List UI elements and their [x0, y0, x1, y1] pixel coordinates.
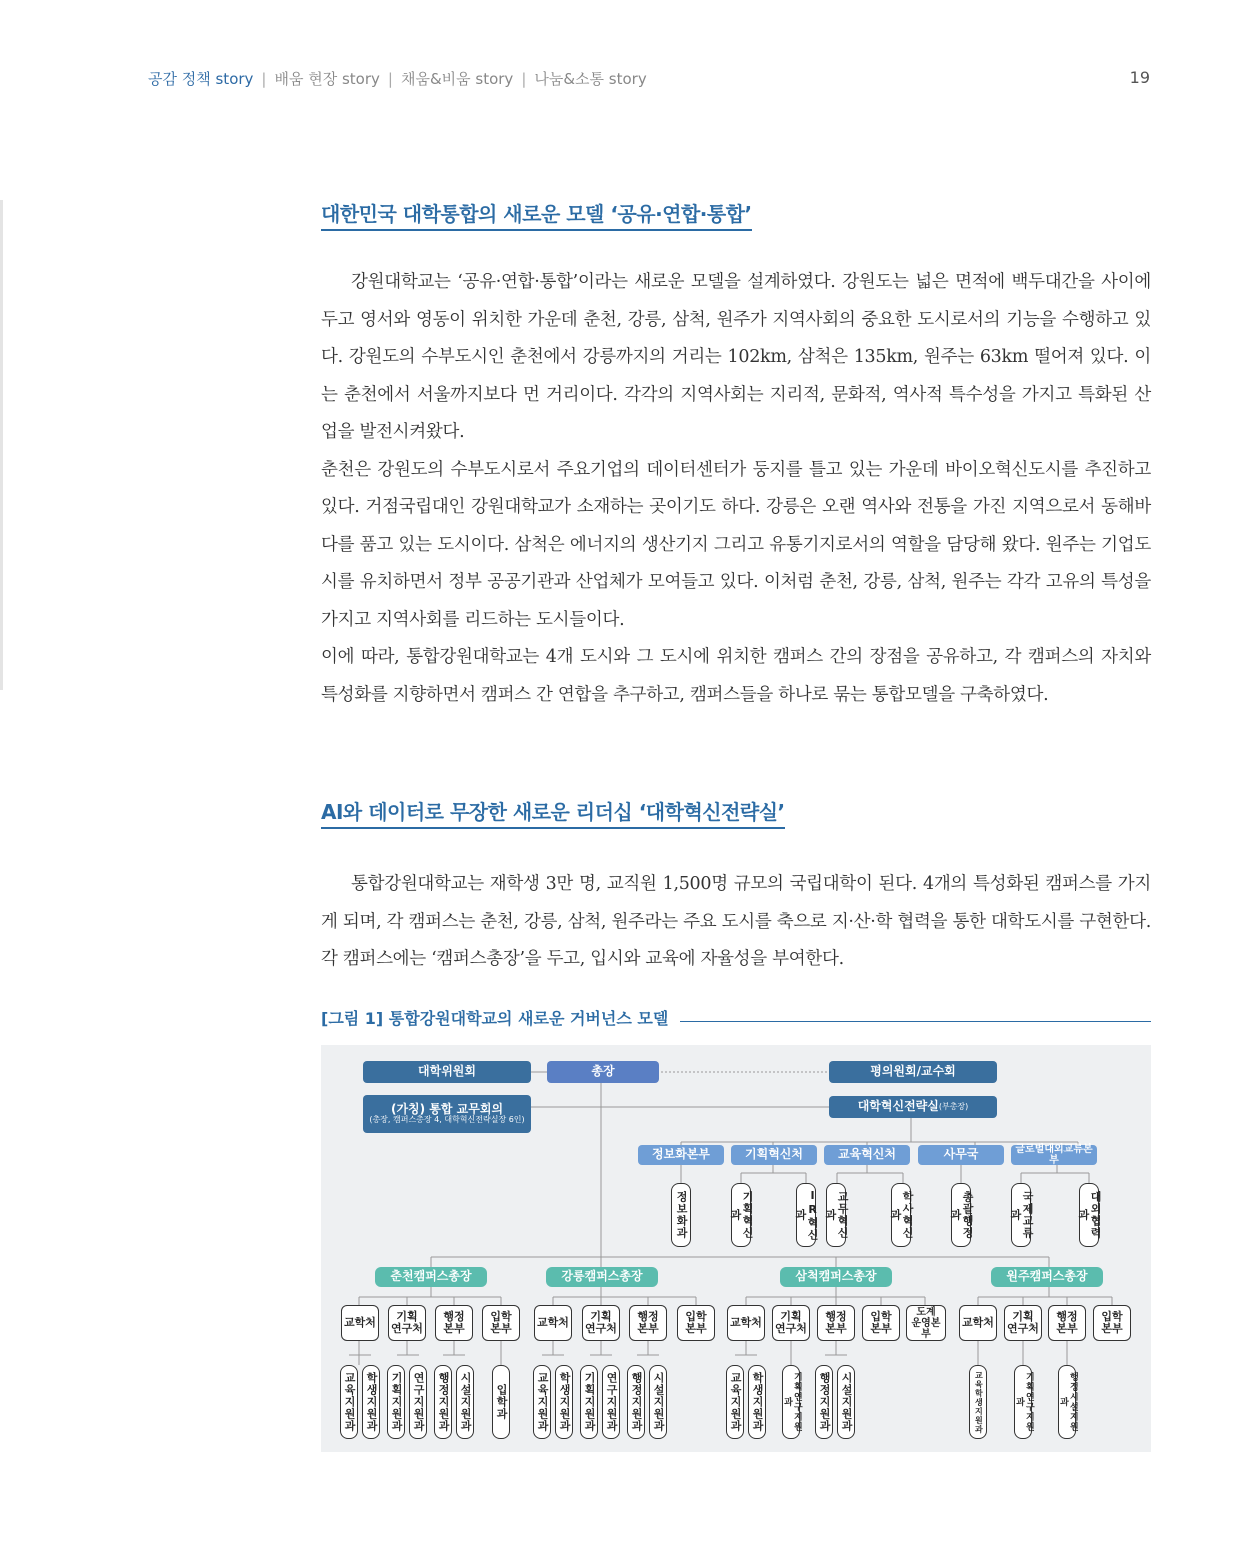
campus-unit-box: 교육학생지원과	[969, 1365, 987, 1439]
hq-box: 사무국	[918, 1145, 1004, 1165]
campus-office-box: 행정 본부	[435, 1305, 473, 1341]
academic-meeting-box	[363, 1095, 531, 1133]
campus-office-box: 기획 연구처	[1004, 1305, 1042, 1341]
campus-office-box: 교학처	[959, 1305, 997, 1341]
campus-office-box: 기획 연구처	[582, 1305, 620, 1341]
campus-unit-box: 시설지원과	[649, 1365, 667, 1439]
strategy-office-title: 대학혁신전략실	[857, 1099, 939, 1114]
university-council-box: 대학위원회	[363, 1061, 531, 1083]
governance-org-chart	[321, 1045, 1151, 1452]
hq-unit-box: 학사혁신과	[891, 1183, 911, 1247]
campus-unit-box: 시설지원과	[456, 1365, 474, 1439]
hq-box: 교육혁신처	[824, 1145, 910, 1165]
campus-office-box: 입학 본부	[482, 1305, 520, 1341]
top-navigation	[148, 68, 647, 89]
campus-office-box: 교학처	[534, 1305, 572, 1341]
strategy-office-box	[829, 1096, 997, 1118]
nav-item-fill-empty[interactable]: 채움&비움 story	[400, 70, 514, 88]
hq-unit-box: 대외협력과	[1079, 1183, 1099, 1247]
section-title-2: AI와 데이터로 무장한 새로운 리더십 ‘대학혁신전략실’	[321, 796, 785, 829]
president-box: 총장	[547, 1061, 659, 1083]
campus-unit-box: 교육지원과	[340, 1365, 358, 1439]
paragraph: 통합강원대학교는 재학생 3만 명, 교직원 1,500명 규모의 국립대학이 된다. 4개의 특성화된 캠퍼스를 가지게 되며, 각 캠퍼스는 춘천, 강릉, 삼척, 원주라는 주요 도시를 축으로 지·산·학 협력을 통한 대학도시를 구현한다. 각 캠퍼스에는 ‘캠퍼스총장’을 두고, 입시와 교육에 자율성을 부여한다.	[321, 874, 1151, 969]
paragraph: 강원대학교는 ‘공유·연합·통합’이라는 새로운 모델을 설계하였다. 강원도는 넓은 면적에 백두대간을 사이에 두고 영서와 영동이 위치한 가운데 춘천, 강릉, 삼척, 원주가 지역사회의 중요한 도시로서의 기능을 수행하고 있다. 강원도의 수부도시인 춘천에서 강릉까지의 거리는 102km, 삼척은 135km, 원주는 63km 떨어져 있다. 이는 춘천에서 서울까지보다 먼 거리이다. 각각의 지역사회는 지리적, 문화적, 역사적 특수성을 가지고 특화된 산업을 발전시켜왔다.	[321, 272, 1151, 442]
campus-office-box: 교학처	[727, 1305, 765, 1341]
figure-caption	[321, 1006, 1151, 1029]
campus-president-box: 춘천캠퍼스총장	[375, 1267, 487, 1287]
campus-office-box: 행정 본부	[629, 1305, 667, 1341]
campus-unit-box: 학생지원과	[362, 1365, 380, 1439]
campus-office-box: 교학처	[341, 1305, 379, 1341]
section-1-body	[321, 264, 1151, 714]
nav-separator: |	[261, 70, 267, 88]
campus-unit-box: 행정지원과	[815, 1365, 833, 1439]
campus-president-box: 원주캠퍼스총장	[991, 1267, 1103, 1287]
campus-unit-box: 연구지원과	[409, 1365, 427, 1439]
paragraph: 이에 따라, 통합강원대학교는 4개 도시와 그 도시에 위치한 캠퍼스 간의 장점을 공유하고, 각 캠퍼스의 자치와 특성화를 지향하면서 캠퍼스 간 연합을 추구하고, 캠퍼스들을 하나로 묶는 통합모델을 구축하였다.	[321, 647, 1151, 705]
campus-unit-box: 교육지원과	[726, 1365, 744, 1439]
nav-separator: |	[521, 70, 527, 88]
strategy-office-note: (부총장)	[938, 1101, 969, 1111]
nav-separator: |	[387, 70, 393, 88]
hq-box: 글로벌대외교류본부	[1011, 1145, 1097, 1165]
campus-office-box: 기획 연구처	[772, 1305, 810, 1341]
campus-president-box: 삼척캠퍼스총장	[780, 1267, 892, 1287]
section-title-1: 대한민국 대학통합의 새로운 모델 ‘공유·연합·통합’	[321, 198, 752, 231]
figure-caption-text: [그림 1] 통합강원대학교의 새로운 거버넌스 모델	[321, 1009, 669, 1028]
section-2-body	[321, 866, 1151, 979]
campus-unit-box: 기획지원과	[387, 1365, 405, 1439]
campus-office-box: 기획 연구처	[388, 1305, 426, 1341]
nav-item-policy[interactable]: 공감 정책 story	[148, 70, 254, 88]
campus-unit-box: 시설지원과	[837, 1365, 855, 1439]
hq-unit-box: 국제교류과	[1011, 1183, 1031, 1247]
campus-office-box: 행정 본부	[1048, 1305, 1086, 1341]
hq-unit-box: IR혁신과	[796, 1183, 816, 1247]
caption-rule	[680, 1021, 1151, 1022]
campus-unit-box: 행정시설지원과	[1058, 1365, 1076, 1439]
hq-unit-box: 교무혁신과	[826, 1183, 846, 1247]
campus-unit-box: 학생지원과	[555, 1365, 573, 1439]
paragraph: 춘천은 강원도의 수부도시로서 주요기업의 데이터센터가 둥지를 틀고 있는 가운데 바이오혁신도시를 추진하고 있다. 거점국립대인 강원대학교가 소재하는 곳이기도 하다. 강릉은 오랜 역사와 전통을 가진 지역으로서 동해바다를 품고 있는 도시이다. 삼척은 에너지의 생산기지 그리고 유통기지로서의 역할을 담당해 왔다. 원주는 기업도시를 유치하면서 정부 공공기관과 산업체가 모여들고 있다. 이처럼 춘천, 강릉, 삼척, 원주는 각각 고유의 특성을 가지고 지역사회를 리드하는 도시들이다.	[321, 459, 1151, 630]
campus-unit-box: 교육지원과	[533, 1365, 551, 1439]
nav-item-learning[interactable]: 배움 현장 story	[274, 70, 380, 88]
campus-office-box: 입학 본부	[1093, 1305, 1131, 1341]
senate-box: 평의원회/교수회	[829, 1061, 997, 1083]
campus-office-box: 도계 운영본부	[906, 1305, 946, 1341]
campus-unit-box: 학생지원과	[748, 1365, 766, 1439]
campus-unit-box: 행정지원과	[627, 1365, 645, 1439]
campus-unit-box: 행정지원과	[434, 1365, 452, 1439]
campus-unit-box: 기획연구지원과	[1014, 1365, 1032, 1439]
campus-unit-box: 입학과	[492, 1365, 510, 1439]
hq-box: 기획혁신처	[731, 1145, 817, 1165]
campus-unit-box: 기획지원과	[580, 1365, 598, 1439]
hq-box: 정보화본부	[638, 1145, 724, 1165]
page-number: 19	[1129, 68, 1150, 87]
campus-president-box: 강릉캠퍼스총장	[546, 1267, 658, 1287]
hq-unit-box: 총괄행정과	[951, 1183, 971, 1247]
nav-item-sharing[interactable]: 나눔&소통 story	[534, 70, 647, 88]
campus-office-box: 입학 본부	[862, 1305, 900, 1341]
campus-office-box: 입학 본부	[677, 1305, 715, 1341]
campus-unit-box: 기획연구지원과	[782, 1365, 800, 1439]
academic-meeting-note: (총장, 캠퍼스총장 4, 대학혁신전략실장 6인)	[369, 1115, 525, 1125]
academic-meeting-title: (가칭) 통합 교무회의	[390, 1102, 504, 1116]
hq-unit-box: 기획혁신과	[731, 1183, 751, 1247]
campus-unit-box: 연구지원과	[602, 1365, 620, 1439]
campus-office-box: 행정 본부	[817, 1305, 855, 1341]
hq-unit-box: 정보화과	[671, 1183, 691, 1247]
left-margin-bar	[0, 200, 3, 690]
